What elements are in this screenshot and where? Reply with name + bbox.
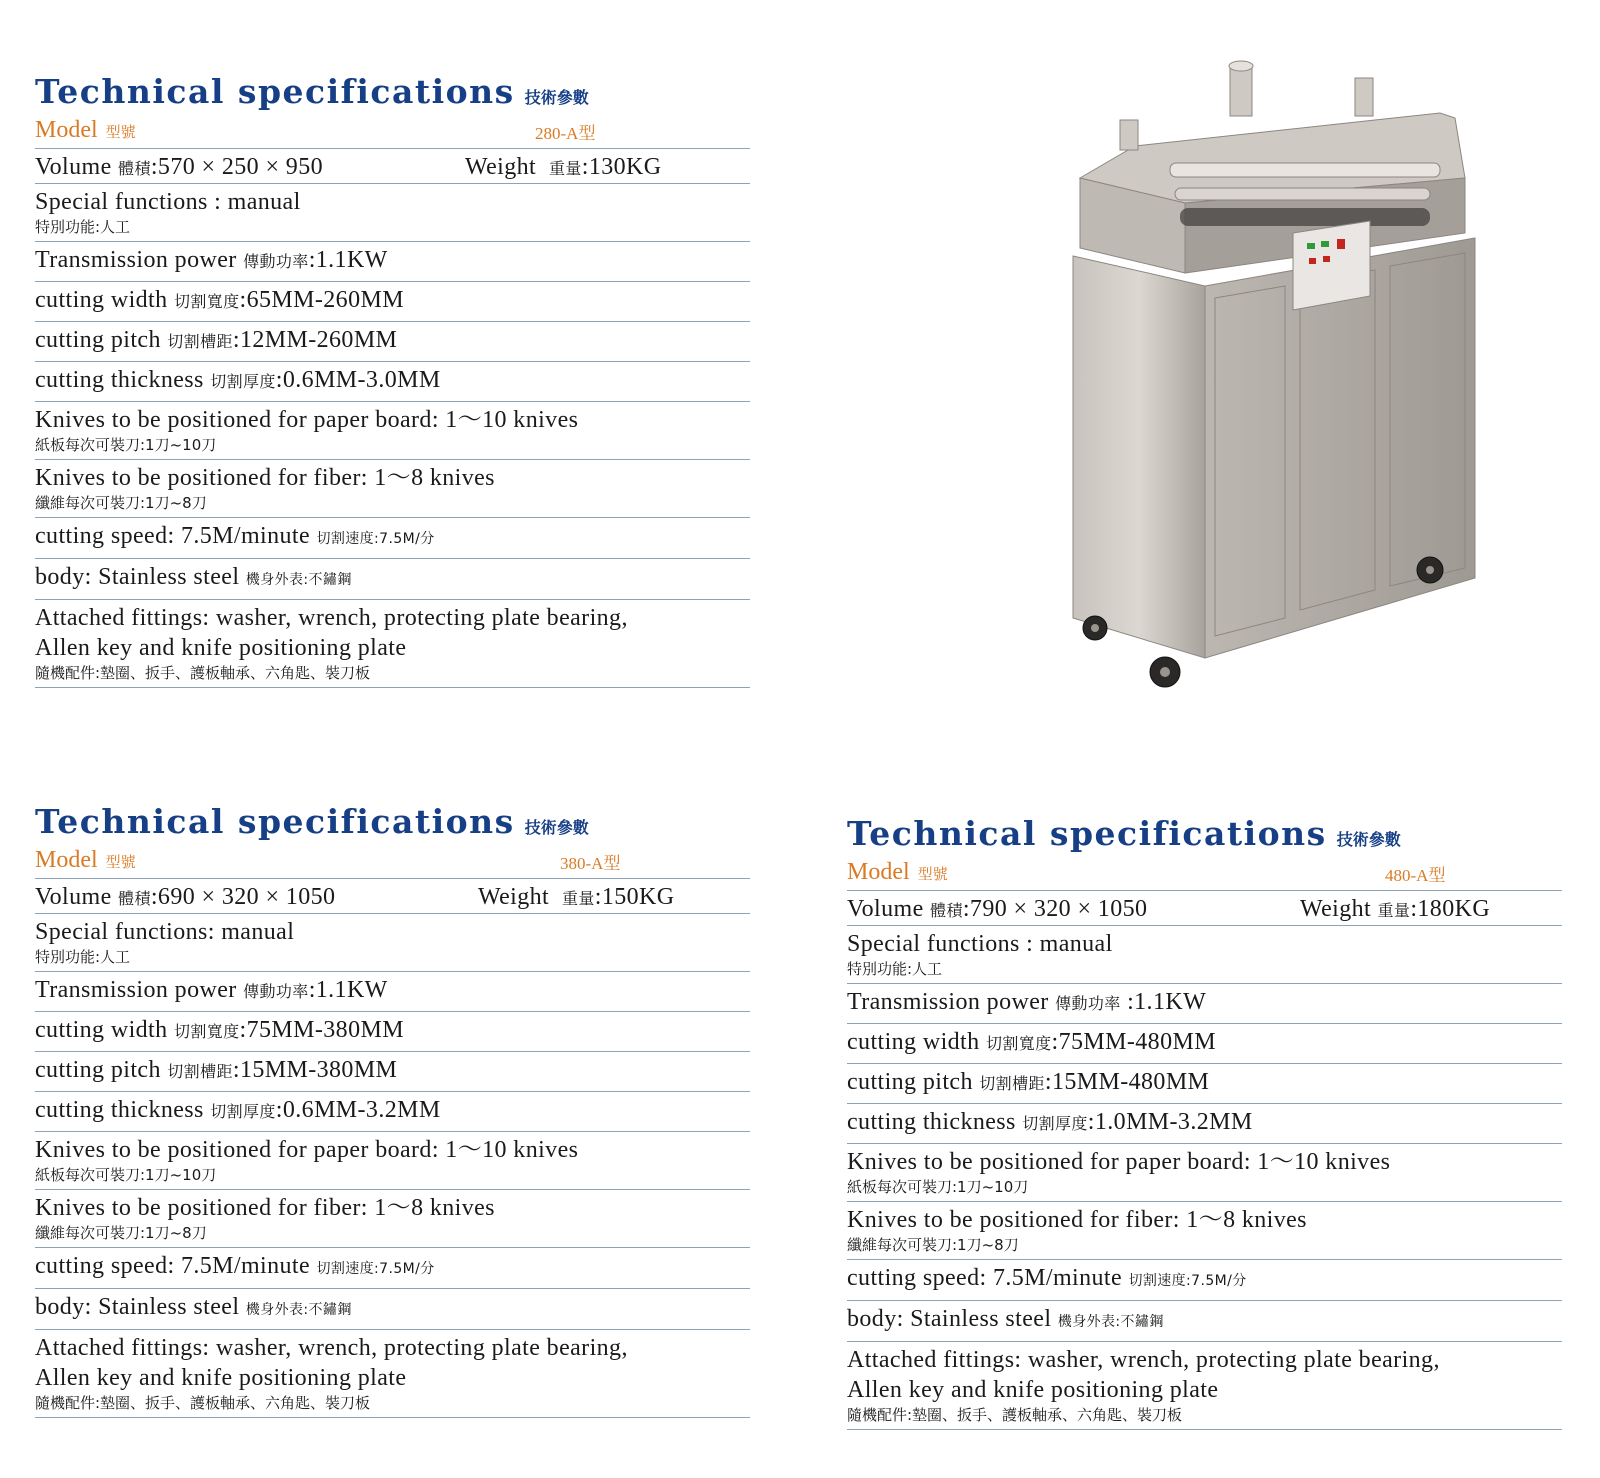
knives-board-row: Knives to be positioned for paper board: 1～10 knives 紙板每次可裝刀:1刀~10刀: [35, 402, 750, 460]
body-row: body: Stainless steel 機身外表:不鏽鋼: [35, 1289, 750, 1330]
model-value: 380-A型: [560, 854, 621, 873]
section-title-zh: 技術參數: [524, 818, 589, 837]
weight-value: Weight 重量:180KG: [1300, 896, 1491, 922]
spec-block-280: [35, 72, 750, 688]
cutting-speed-row: cutting speed: 7.5M/minute 切割速度:7.5M/分: [35, 518, 750, 559]
model-value: 280-A型: [535, 124, 596, 143]
cutting-pitch-row: cutting pitch 切割槽距:15MM-480MM: [847, 1064, 1562, 1104]
model-label: Model 型號: [35, 117, 136, 143]
cutting-thickness-row: cutting thickness 切割厚度:1.0MM-3.2MM: [847, 1104, 1562, 1144]
section-title-zh: 技術參數: [524, 88, 589, 107]
volume-weight-row: [847, 891, 1562, 926]
knives-fiber-row: Knives to be positioned for fiber: 1～8 knives 纖維每次可裝刀:1刀~8刀: [35, 460, 750, 518]
body-row: body: Stainless steel 機身外表:不鏽鋼: [35, 559, 750, 600]
slitter-machine-image: [1055, 58, 1515, 708]
weight-value: Weight 重量:130KG: [465, 154, 662, 180]
section-title: [847, 814, 1562, 858]
section-title: [35, 72, 750, 116]
model-label: Model 型號: [847, 859, 948, 885]
machine-photo: [1055, 58, 1515, 708]
weight-value: Weight 重量:150KG: [478, 884, 675, 910]
fittings-row: Attached fittings: washer, wrench, protecting plate bearing, Allen key and knife positioning plate 隨機配件:墊圈、扳手、護板軸承、六角匙、裝刀板: [847, 1342, 1562, 1430]
cutting-width-row: cutting width 切割寬度:75MM-480MM: [847, 1024, 1562, 1064]
special-functions-row: Special functions : manual 特別功能:人工: [35, 184, 750, 242]
cutting-thickness-row: cutting thickness 切割厚度:0.6MM-3.2MM: [35, 1092, 750, 1132]
spec-block-480: [847, 814, 1562, 1430]
section-title-en: Technical specifications: [35, 72, 515, 111]
transmission-power-row: Transmission power 傳動功率:1.1KW: [35, 242, 750, 282]
fittings-row: Attached fittings: washer, wrench, protecting plate bearing, Allen key and knife positioning plate 隨機配件:墊圈、扳手、護板軸承、六角匙、裝刀板: [35, 1330, 750, 1418]
volume-value: Volume 體積:570 × 250 × 950: [35, 154, 323, 180]
cutting-speed-row: cutting speed: 7.5M/minute 切割速度:7.5M/分: [847, 1260, 1562, 1301]
cutting-pitch-row: cutting pitch 切割槽距:15MM-380MM: [35, 1052, 750, 1092]
volume-value: Volume 體積:790 × 320 × 1050: [847, 896, 1148, 922]
model-row: [847, 858, 1562, 891]
section-title-en: Technical specifications: [35, 802, 515, 841]
model-row: [35, 846, 750, 879]
volume-weight-row: [35, 879, 750, 914]
cutting-width-row: cutting width 切割寬度:65MM-260MM: [35, 282, 750, 322]
cutting-speed-row: cutting speed: 7.5M/minute 切割速度:7.5M/分: [35, 1248, 750, 1289]
model-row: [35, 116, 750, 149]
section-title: [35, 802, 750, 846]
transmission-power-row: Transmission power 傳動功率:1.1KW: [35, 972, 750, 1012]
special-functions-row: Special functions: manual 特別功能:人工: [35, 914, 750, 972]
knives-board-row: Knives to be positioned for paper board: 1～10 knives 紙板每次可裝刀:1刀~10刀: [847, 1144, 1562, 1202]
volume-value: Volume 體積:690 × 320 × 1050: [35, 884, 336, 910]
model-label: Model 型號: [35, 847, 136, 873]
section-title-zh: 技術參數: [1336, 830, 1401, 849]
cutting-width-row: cutting width 切割寬度:75MM-380MM: [35, 1012, 750, 1052]
cutting-thickness-row: cutting thickness 切割厚度:0.6MM-3.0MM: [35, 362, 750, 402]
transmission-power-row: Transmission power 傳動功率 :1.1KW: [847, 984, 1562, 1024]
volume-weight-row: [35, 149, 750, 184]
fittings-row: Attached fittings: washer, wrench, protecting plate bearing, Allen key and knife positioning plate 隨機配件:墊圈、扳手、護板軸承、六角匙、裝刀板: [35, 600, 750, 688]
model-value: 480-A型: [1385, 866, 1446, 885]
knives-fiber-row: Knives to be positioned for fiber: 1～8 knives 纖維每次可裝刀:1刀~8刀: [847, 1202, 1562, 1260]
special-functions-row: Special functions : manual 特別功能:人工: [847, 926, 1562, 984]
body-row: body: Stainless steel 機身外表:不鏽鋼: [847, 1301, 1562, 1342]
knives-fiber-row: Knives to be positioned for fiber: 1～8 knives 纖維每次可裝刀:1刀~8刀: [35, 1190, 750, 1248]
section-title-en: Technical specifications: [847, 814, 1327, 853]
spec-block-380: [35, 802, 750, 1418]
cutting-pitch-row: cutting pitch 切割槽距:12MM-260MM: [35, 322, 750, 362]
knives-board-row: Knives to be positioned for paper board: 1～10 knives 紙板每次可裝刀:1刀~10刀: [35, 1132, 750, 1190]
